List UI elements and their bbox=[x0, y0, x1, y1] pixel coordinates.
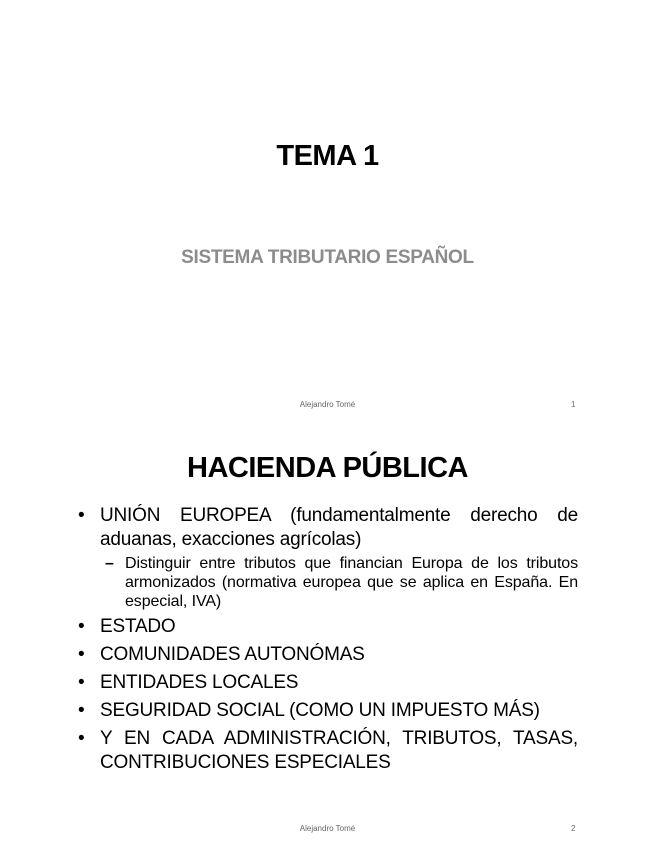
slide-title: TEMA 1 bbox=[276, 140, 379, 172]
bullet-item bbox=[78, 727, 578, 775]
bullet-icon: • bbox=[78, 505, 85, 526]
bullet-text: COMUNIDADES AUTONÓMAS bbox=[100, 644, 365, 665]
bullet-item bbox=[78, 504, 578, 611]
bullet-icon: • bbox=[78, 700, 85, 721]
slide-2 bbox=[0, 424, 655, 848]
bullet-list bbox=[78, 504, 578, 779]
bullet-icon: • bbox=[78, 644, 85, 665]
bullet-icon: • bbox=[78, 672, 85, 693]
bullet-item bbox=[78, 699, 578, 723]
bullet-text: Y EN CADA ADMINISTRACIÓN, TRIBUTOS, TASAS, CONTRIBUCIONES ESPECIALES bbox=[100, 728, 578, 773]
bullet-icon: • bbox=[78, 728, 85, 749]
bullet-icon: • bbox=[78, 616, 85, 637]
footer-author: Alejandro Tomé bbox=[299, 400, 356, 409]
footer-author: Alejandro Tomé bbox=[299, 824, 356, 833]
sub-bullet-text: Distinguir entre tributos que financian Europa de los tributos armonizados (normativa europea que se aplica en España. En especial, IVA) bbox=[125, 555, 578, 610]
page-number: 2 bbox=[571, 824, 576, 833]
sub-bullet-item bbox=[105, 554, 578, 611]
bullet-item bbox=[78, 671, 578, 695]
bullet-text: SEGURIDAD SOCIAL (COMO UN IMPUESTO MÁS) bbox=[100, 700, 540, 721]
bullet-text: UNIÓN EUROPEA (fundamentalmente derecho de aduanas, exacciones agrícolas) bbox=[100, 505, 578, 550]
page-number: 1 bbox=[571, 400, 576, 409]
bullet-item bbox=[78, 643, 578, 667]
dash-icon: – bbox=[105, 555, 114, 572]
bullet-text: ENTIDADES LOCALES bbox=[100, 672, 299, 693]
slide-title: HACIENDA PÚBLICA bbox=[187, 452, 468, 484]
slide-subtitle: SISTEMA TRIBUTARIO ESPAÑOL bbox=[181, 247, 474, 268]
bullet-text: ESTADO bbox=[100, 616, 176, 637]
bullet-item bbox=[78, 615, 578, 639]
